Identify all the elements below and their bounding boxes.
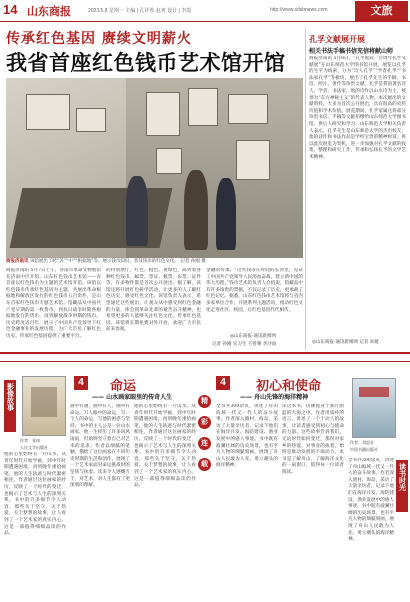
left-story-col-1: 画中有画，画中有人，画中有命运。写人眼中的命运，写一个人的命运，写他的困惑与坚持。书中的主人公是一位山水画家，他一生经历了许多风风雨雨，但始终坚守着自己对艺术的追求。作者以细腻的笔触，描绘了这位画家在不同历史时期的生活和创作，展现了一个艺术家面对命运挑战时的坚韧与执着。读来令人感慨万千，对艺术、对人生都有了更深刻的理解。	[70, 404, 130, 489]
page-number: 14	[3, 2, 18, 17]
sidebar-body: 商报济南讯 5月8日，“孔孚诞辰一百周年孔孚文献展”在山东师范大学图书馆开展。展览以孔孚的生平为线索，分为“诗人孔孚”“学者孔孚”“书法家孔孚”等板块，展出了孔孚先生的手稿、书信、照片、著作等珍贵文献。孔孚是我国著名诗人、学者、书法家，他的诗作以山水诗为主，被誉为“东方神秘主义”的代表人物。本次展出的文献资料，大多为首次公开展出，具有很高的史料价值和学术价值。展览期间，孔孚家属还将部分珍贵书信、手稿等文献捐赠给山东师范大学图书馆，供后人研究和学习。山东师范大学相关负责人表示，孔孚先生是山东师范大学的杰出校友，他的诗作和书法作品是学校宝贵的精神财富，将以此次展览为契机，进一步加强对孔孚文献的收集、整理和研究工作，传承和弘扬孔孚的文学艺术精神。	[309, 56, 406, 160]
right-vertical-tag	[396, 460, 408, 512]
left-story-col-2: 他的心里始终有一片山水。从青年时代开始学画，到中年时期遭遇困境，再到晚年重拾画笔，他的人生轨迹与时代紧密相连。作者通过这位画家的经历，反映了一个时代的变迁，也揭示了艺术与人生的深刻关系。书中的许多细节令人动容，那些关于坚守、关于热爱、关于梦想的故事，让人看到了一个艺术家的真实内心。这是一部值得细细品读的作品。	[134, 404, 196, 489]
page-meta: 2023.5.8 星期一 主编 | 孔祥蓉 赵爽 设计 | 李霞	[88, 8, 192, 14]
story-subtitle: —— 舟山先锋的海洋精神	[240, 394, 309, 401]
band	[0, 354, 410, 370]
sidebar-signature: ◎山东商报·通讯新闻网 记者 朱婕	[312, 340, 379, 345]
left-story-col-0: 他的心里始终有一片山水。从青年时代开始学画，到中年时期遭遇困境，再到晚年重拾画笔，他的人生轨迹与时代紧密相连。作者通过这位画家的经历，反映了一个时代的变迁，也揭示了艺术与人生的深刻关系。书中的许多细节令人动容，那些关于坚守、关于热爱、关于梦想的故事，让人看到了一个艺术家的真实内心。这是一部值得细细品读的作品。	[4, 452, 66, 537]
story-headline: 初心和使命	[256, 379, 322, 394]
visitor-figure	[216, 178, 236, 250]
story-number: 4	[74, 376, 88, 390]
right-story-col-1: 全书共300余页，讲述了舟山海域一代又一代人的奋斗故事。作者深入渔村、海岛，采访了大量亲历者，记录下他们在海洋开发、海防建设、渔业发展中的感人事迹。书中既有波澜壮阔的历史场景，也有平凡人物的细腻刻画，展现了舟山人民敢为人先、勇立潮头的海洋精神。	[216, 404, 278, 469]
column-rule	[305, 28, 306, 350]
story-headline: 命运	[110, 379, 137, 394]
mid-char: 精	[198, 395, 211, 408]
website-link[interactable]: http://www.sdsbnews.com	[270, 7, 328, 13]
photo-frame	[146, 92, 180, 136]
photo-frame	[236, 140, 270, 180]
story-subtitle: —— 山水画家眼里的传奇人生	[92, 394, 173, 401]
photo-frame	[76, 108, 106, 132]
section-name: 山东商报	[27, 6, 71, 18]
mid-char: 彩	[198, 416, 211, 429]
photo-caption	[6, 259, 303, 265]
lead-column-2: 的特别展厅，红色、橙色、黄绿色，陈列着各种红色钱币、邮票、票证、粮票、布票、证件等，许多物件都是首次公开展出。据了解，该馆还将开展红色研学活动，让更多的人了解红色历史、感受红色文化。该馆负责人表示，希望通过这些展出，让观众从中感受到红色金融的力量，体会到革命先辈的艰苦奋斗精神，也希望更多的人能够关注红色文化、传承红色基因。该馆将长期免费对外开放，欢迎广大市民前来参观。	[106, 268, 201, 333]
book-publisher: 人民文学出版社	[20, 445, 48, 450]
book-author: 作者：刘思芳	[350, 440, 374, 445]
photo-frame	[188, 88, 218, 126]
mid-char: 连	[198, 437, 211, 450]
caption-text: 该馆展出了跨“苏”“中”“根据地”等，展示钱币知识，普及钱币的红色文化。 记者 孙刚 摄	[29, 259, 206, 264]
lead-kicker: 传承红色基因 赓续文明薪火	[6, 31, 192, 47]
cover-band	[359, 387, 389, 397]
photo-frame	[228, 94, 268, 124]
section-tag: 文旅	[355, 1, 408, 21]
book-cover	[22, 376, 66, 436]
page-header	[0, 0, 410, 22]
right-tag-text: 读书时光	[398, 463, 407, 491]
right-story-col-3: 全书共300余页，讲述了舟山海域一代又一代人的奋斗故事。作者深入渔村、海岛，采访了大量亲历者，记录下他们在海洋开发、海防建设、渔业发展中的感人事迹。书中既有波澜壮阔的历史场景，也有平凡人物的细腻刻画，展现了舟山人民敢为人先、勇立潮头的海洋精神。	[348, 458, 394, 543]
left-tag-text: 影像故事	[6, 383, 15, 411]
mid-char: 载	[198, 458, 211, 471]
lead-signature: 记者 孙刚 实习生 王曾骞 李沙雨	[212, 342, 277, 347]
lead-signature-2: ◎山东商报·通讯新闻网	[230, 334, 276, 339]
band-rule	[0, 361, 410, 362]
photo-frame	[26, 94, 70, 130]
right-story-col-2: 读这本书，仿佛置身于那片蔚蓝的大海之中。作者用质朴的语言，讲述了一个个动人的故事，让读者感受到初心与使命的力量。这些故事告诉我们，无论时代如何变迁，那份对家乡的热爱、对事业的执着，始终是推动发展的不竭动力。本书是了解舟山、了解海洋文化的一扇窗口，值得每一位读者阅读。	[282, 404, 344, 475]
visitor-figure	[184, 170, 208, 250]
photo-frame	[156, 148, 182, 174]
lead-photo	[6, 78, 303, 258]
book-author: 作者：张炜	[20, 438, 40, 443]
lead-column-3: 金融的传承。“这些钱币在时间的长河里，见证了中国共产党领导人民浴血奋战、建立新中国的伟大历程。”钱币艺术馆负责人介绍说，馆藏品中有许多珍贵的票据，不仅记录了历史，更承载了红色记忆。据悉，山东红色钱币艺术馆将与省内多家单位合作，开展系列主题活动，推动红色文化走进社区、校园，让红色基因代代相传。	[206, 268, 303, 313]
cover-art	[31, 387, 57, 417]
mid-vertical-label	[198, 395, 211, 505]
story-number: 4	[216, 376, 230, 390]
sidebar-subtitle: 相关书法手稿书信充信将献山师	[309, 48, 394, 55]
caption-label: 商报济南讯	[6, 259, 29, 264]
lead-column-1: 商报济南讯 5月7日上午，济南市革命文物展馆在济南中区开馆，山东红色钱币艺术馆——省首座以红色钱币为主题的艺术馆开馆。该馆以红色钱币传承红色基因为主题，共展出革命根据地和解放区发行的红色钱币五百余件，是山东首家红色钱币专题艺术馆。馆藏品从中国共产党早期的第一枚货币，到抗日战争时期各根据地发行的货币，再到解放战争时期的钱币。历史跨度近百年，展示了中国共产党领导下红色金融事业的发展历程，为广大市民了解红色历史、传承红色基因提供了重要平台。	[6, 268, 101, 339]
book-publisher: 中国书籍出版社	[350, 447, 378, 452]
left-vertical-tag	[4, 380, 16, 432]
visitor-figure	[126, 176, 148, 246]
lead-headline: 我省首座红色钱币艺术馆开馆	[6, 51, 286, 75]
sidebar-title: 孔孚文献展开展	[309, 35, 365, 44]
book-cover	[352, 378, 396, 438]
